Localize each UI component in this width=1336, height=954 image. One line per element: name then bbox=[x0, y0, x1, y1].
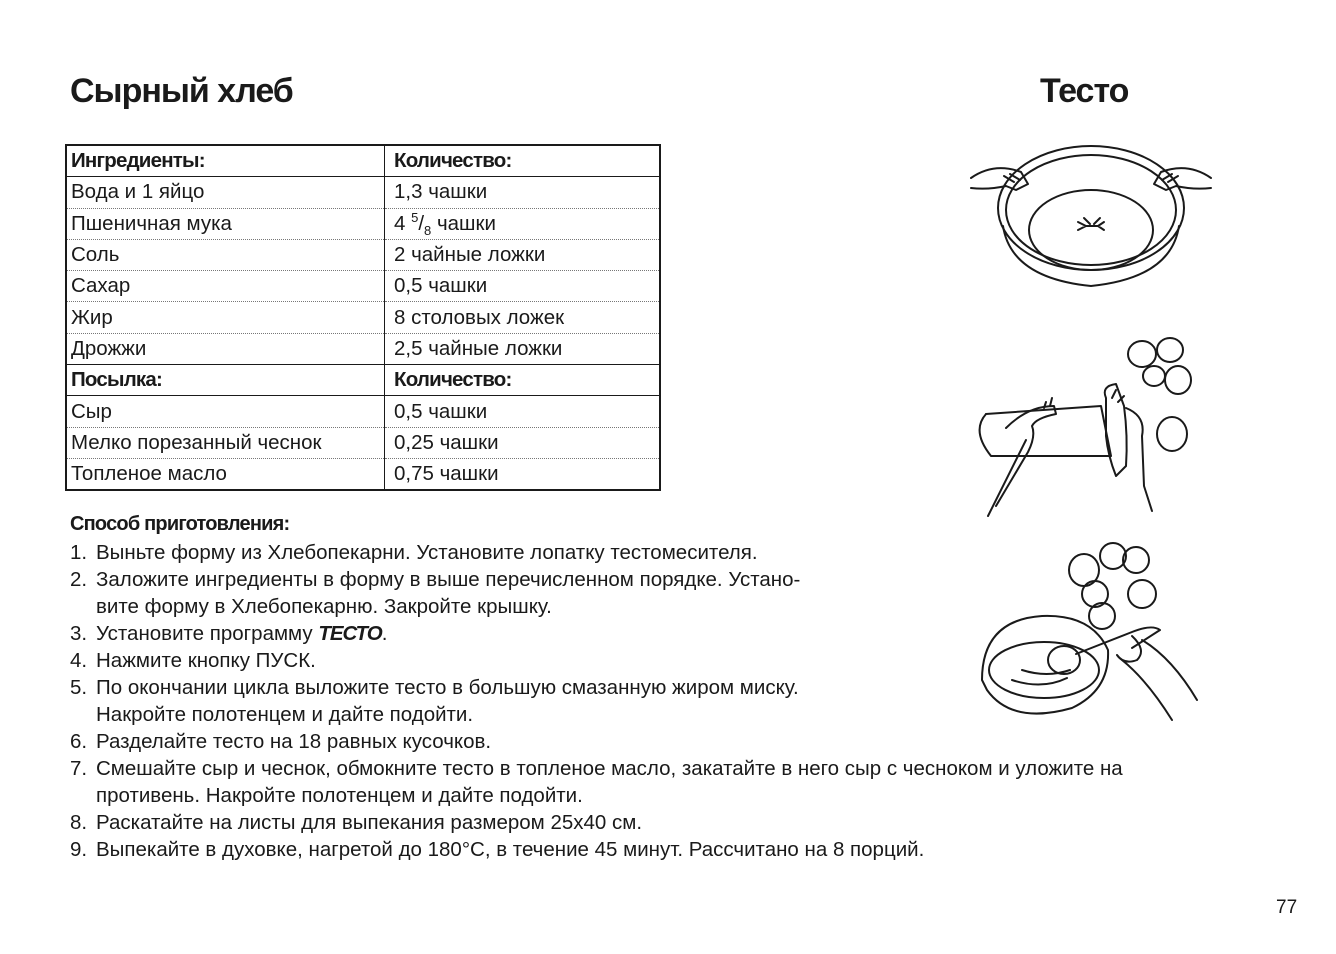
dipping-dough-in-butter-illustration bbox=[972, 540, 1212, 730]
step-line: Заложите ингредиенты в форму в выше перечисленном порядке. Устано- bbox=[96, 568, 801, 591]
ingredient-amount: 0,5 чашки bbox=[385, 396, 661, 427]
table-row bbox=[66, 239, 660, 270]
ingredient-amount: 0,5 чашки bbox=[385, 271, 661, 302]
table-header-row bbox=[66, 365, 660, 396]
step-number: 8. bbox=[70, 811, 88, 834]
step-number: 6. bbox=[70, 730, 88, 753]
step-item bbox=[70, 836, 1300, 863]
step-number: 3. bbox=[70, 622, 88, 645]
step-line: Раскатайте на листы для выпекания размером 25х40 см. bbox=[96, 811, 643, 834]
step-line: Разделайте тесто на 18 равных кусочков. bbox=[96, 730, 492, 753]
step-line: Установите программу bbox=[96, 622, 319, 645]
step-item bbox=[70, 809, 1300, 836]
step-text bbox=[96, 674, 799, 728]
bread-pan-with-dough-illustration bbox=[966, 138, 1216, 298]
method-title: Способ приготовления: bbox=[70, 513, 290, 535]
page-title: Сырный хлеб bbox=[70, 72, 293, 110]
step-text bbox=[96, 809, 642, 836]
step-line: Смешайте сыр и чеснок, обмокните тесто в топленое масло, закатайте в него сыр с чесноком и уложите на bbox=[96, 757, 1123, 780]
ingredient-name: Соль bbox=[66, 239, 385, 270]
ingredient-amount bbox=[385, 208, 661, 239]
step-number: 1. bbox=[70, 541, 88, 564]
step-line: Накройте полотенцем и дайте подойти. bbox=[96, 703, 474, 726]
table-row bbox=[66, 208, 660, 239]
step-punctuation: . bbox=[381, 622, 388, 645]
step-line: вите форму в Хлебопекарню. Закройте крышку. bbox=[96, 595, 552, 618]
program-name: ТЕСТО bbox=[318, 622, 382, 645]
fraction-slash: / bbox=[418, 211, 425, 235]
rolling-dough-pieces-illustration bbox=[966, 336, 1216, 521]
step-number: 2. bbox=[70, 568, 88, 591]
ingredient-amount: 0,25 чашки bbox=[385, 427, 661, 458]
amount-whole: 4 bbox=[394, 211, 412, 235]
ingredient-name: Сахар bbox=[66, 271, 385, 302]
table-row bbox=[66, 271, 660, 302]
ingredient-name: Мелко порезанный чеснок bbox=[66, 427, 385, 458]
step-text bbox=[96, 620, 387, 647]
fraction-numerator: 5 bbox=[411, 209, 419, 225]
step-text bbox=[96, 647, 316, 674]
step-text bbox=[96, 566, 800, 620]
step-text bbox=[96, 539, 758, 566]
table-row bbox=[66, 333, 660, 364]
step-line: Выпекайте в духовке, нагретой до 180°С, в течение 45 минут. Рассчитано на 8 порций. bbox=[96, 838, 925, 861]
step-text bbox=[96, 755, 1123, 809]
table-row bbox=[66, 458, 660, 490]
ingredient-amount: 0,75 чашки bbox=[394, 462, 499, 486]
ingredient-name: Жир bbox=[66, 302, 385, 333]
ingredient-amount: 2 чайные ложки bbox=[385, 239, 661, 270]
ingredient-name: Вода и 1 яйцо bbox=[66, 177, 385, 208]
table-row bbox=[66, 427, 660, 458]
ingredient-name: Пшеничная мука bbox=[66, 208, 385, 239]
ingredient-name: Сыр bbox=[66, 396, 385, 427]
table-row bbox=[66, 396, 660, 427]
table-header-cell: Посылка: bbox=[66, 365, 385, 396]
table-header-cell: Ингредиенты: bbox=[66, 145, 385, 177]
step-line: противень. Накройте полотенцем и дайте подойти. bbox=[96, 784, 583, 807]
ingredient-name: Топленое масло bbox=[66, 458, 385, 490]
step-text bbox=[96, 728, 491, 755]
ingredient-name: Дрожжи bbox=[66, 333, 385, 364]
step-number: 9. bbox=[70, 838, 88, 861]
step-number: 7. bbox=[70, 757, 88, 780]
ingredients-table bbox=[65, 144, 661, 491]
page-number: 77 bbox=[1276, 897, 1298, 918]
table-header-row bbox=[66, 145, 660, 177]
ingredient-amount: 8 столовых ложек bbox=[385, 302, 661, 333]
table-row bbox=[66, 177, 660, 208]
step-text bbox=[96, 836, 924, 863]
ingredient-amount: 1,3 чашки bbox=[385, 177, 661, 208]
step-line: Нажмите кнопку ПУСК. bbox=[96, 649, 316, 672]
step-line: Выньте форму из Хлебопекарни. Установите лопатку тестомесителя. bbox=[96, 541, 758, 564]
step-item bbox=[70, 755, 1300, 809]
table-header-cell: Количество: bbox=[385, 145, 661, 177]
step-line: По окончании цикла выложите тесто в большую смазанную жиром миску. bbox=[96, 676, 799, 699]
fraction-denominator: 8 bbox=[424, 222, 432, 238]
section-title: Тесто bbox=[1040, 72, 1129, 110]
step-item bbox=[70, 728, 1300, 755]
amount-unit: чашки bbox=[431, 211, 496, 235]
step-number: 4. bbox=[70, 649, 88, 672]
table-header-cell: Количество: bbox=[385, 365, 661, 396]
ingredient-amount: 2,5 чайные ложки bbox=[385, 333, 661, 364]
step-number: 5. bbox=[70, 676, 88, 699]
table-row bbox=[66, 302, 660, 333]
